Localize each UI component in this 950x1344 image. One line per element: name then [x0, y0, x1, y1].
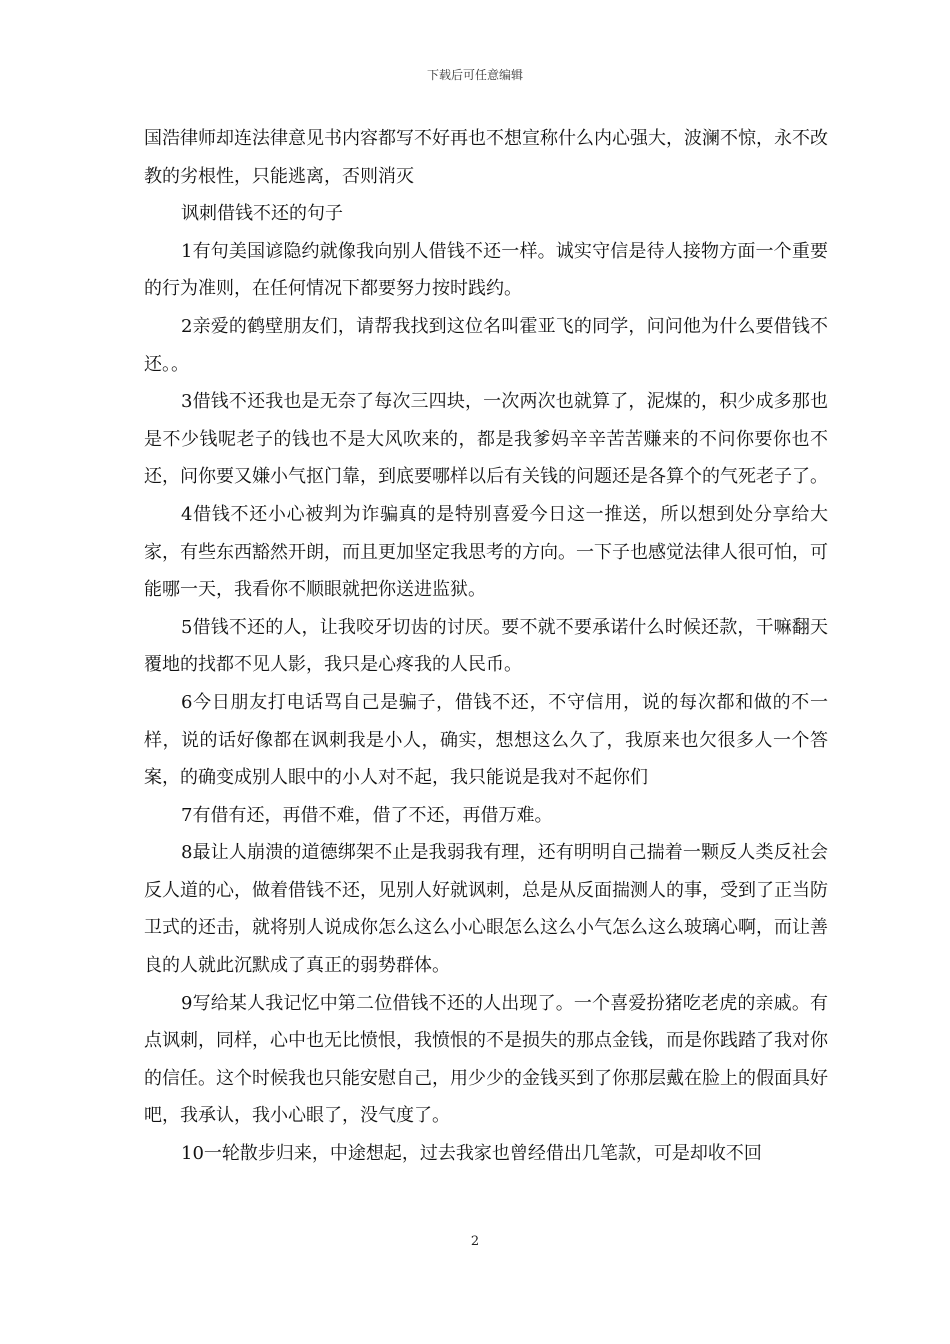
- page-number: 2: [470, 1234, 480, 1249]
- page-header: 下载后可任意编辑: [426, 68, 523, 82]
- section-heading: 讽刺借钱不还的句子: [181, 203, 343, 225]
- paragraph-4: 4借钱不还小心被判为诈骗真的是特别喜爱今日这一推送，所以想到处分享给大家，有些东西豁然开朗，而且更加坚定我思考的方向。一下子也感觉法律人很可怕，可能哪一天，我看你不顺眼就把你送进监狱。: [144, 503, 828, 601]
- paragraph-8: 8最让人崩溃的道德绑架不止是我弱我有理，还有明明自己揣着一颗反人类反社会反人道的心，做着借钱不还，见别人好就讽刺，总是从反面揣测人的事，受到了正当防卫式的还击，就将别人说成你怎么这么小心眼怎么这么小气怎么这么玻璃心啊，而让善良的人就此沉默成了真正的弱势群体。: [144, 842, 828, 977]
- paragraph-9: 9写给某人我记忆中第二位借钱不还的人出现了。一个喜爱扮猪吃老虎的亲戚。有点讽刺，同样，心中也无比愤恨，我愤恨的不是损失的那点金钱，而是你践踏了我对你的信任。这个时候我也只能安慰自己，用少少的金钱买到了你那层戴在脸上的假面具好吧，我承认，我小心眼了，没气度了。: [144, 992, 828, 1127]
- paragraph-1: 1有句美国谚隐约就像我向别人借钱不还一样。诚实守信是待人接物方面一个重要的行为准则，在任何情况下都要努力按时践约。: [144, 240, 828, 300]
- paragraph-5: 5借钱不还的人，让我咬牙切齿的讨厌。要不就不要承诺什么时候还款，干嘛翻天覆地的找都不见人影，我只是心疼我的人民币。: [144, 616, 828, 676]
- paragraph-7: 7有借有还，再借不难，借了不还，再借万难。: [181, 804, 553, 826]
- paragraph-6: 6今日朋友打电话骂自己是骗子，借钱不还，不守信用，说的每次都和做的不一样，说的话好像都在讽刺我是小人，确实，想想这么久了，我原来也欠很多人一个答案，的确变成别人眼中的小人对不起，我只能说是我对不起你们: [144, 691, 828, 789]
- paragraph-continued: 国浩律师却连法律意见书内容都写不好再也不想宣称什么内心强大，波澜不惊，永不改教的劣根性，只能逃离，否则消灭: [144, 128, 828, 187]
- paragraph-3: 3借钱不还我也是无奈了每次三四块，一次两次也就算了，泥煤的，积少成多那也是不少钱呢老子的钱也不是大风吹来的，都是我爹妈辛辛苦苦赚来的不问你要你也不还，问你要又嫌小气抠门靠，到底要哪样以后有关钱的问题还是各算个的气死老子了。: [144, 391, 828, 488]
- paragraph-2: 2亲爱的鹤壁朋友们，请帮我找到这位名叫霍亚飞的同学，问问他为什么要借钱不还。。: [144, 315, 828, 375]
- document-body: [144, 120, 828, 1173]
- paragraph-10: 10一轮散步归来，中途想起，过去我家也曾经借出几笔款，可是却收不回: [181, 1143, 762, 1165]
